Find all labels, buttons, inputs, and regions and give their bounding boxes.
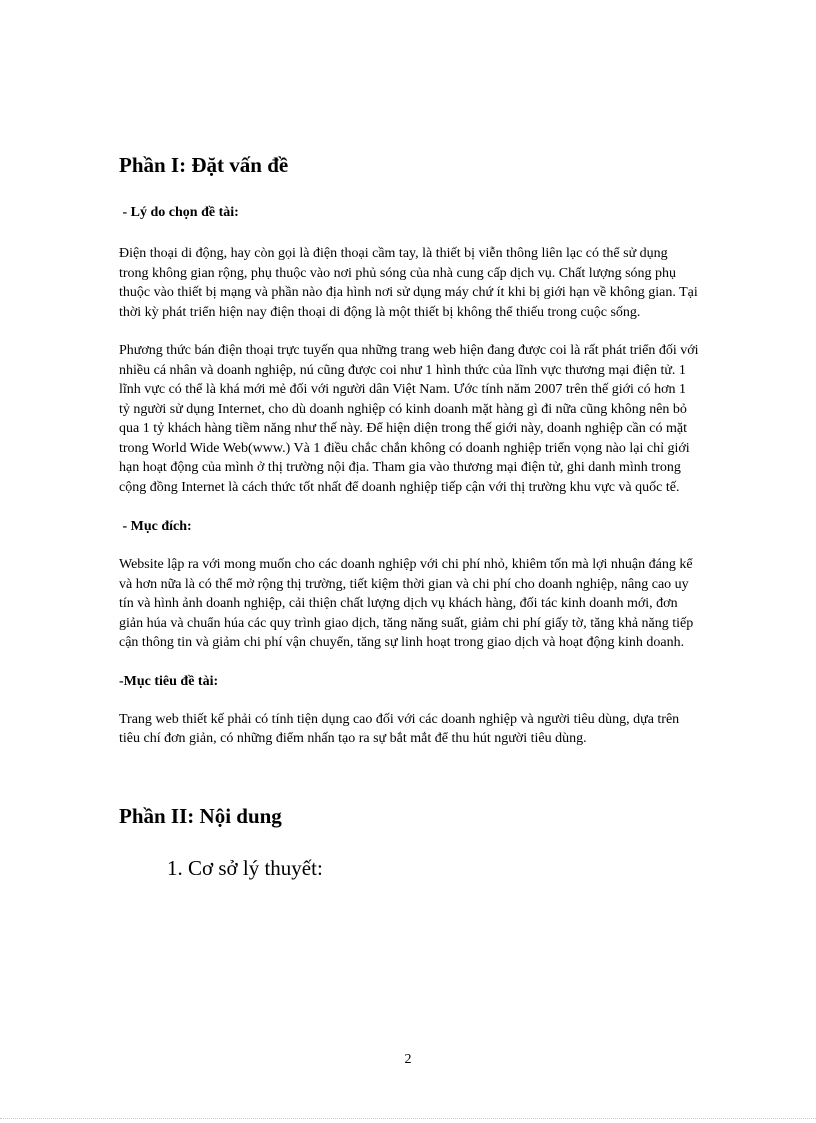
page-number: 2: [404, 1052, 412, 1067]
page-edge-divider: [0, 1118, 816, 1119]
part2-heading: [119, 801, 699, 831]
reason-paragraph-1: Điện thoại di động, hay còn gọi là điện thoại cầm tay, là thiết bị viễn thông liên lạc có thể sử dụng trong không gian rộng, phụ thuộc vào nơi phủ sóng của nhà cung cấp dịch vụ. Chất lượng sóng phụ thuộc vào thiết bị mạng và phần nào địa hình nơi sử dụng máy chứ ít khi bị giới hạn về không gian. Tại thời kỳ phát triển hiện nay điện thoại di động là một thiết bị không thể thiếu trong cuộc sống.: [119, 246, 698, 320]
goal-paragraph: Trang web thiết kế phải có tính tiện dụng cao đối với các doanh nghiệp và người tiêu dùng, dựa trên tiêu chí đơn giản, có những điểm nhấn tạo ra sự bắt mắt để thu hút người tiêu dùng.: [119, 711, 680, 746]
part1-title-rest: : Đặt vấn đề: [179, 153, 289, 177]
purpose-paragraph: Website lập ra với mong muốn cho các doanh nghiệp với chi phí nhỏ, khiêm tốn mà lợi nhuận đáng kể và hơn nữa là có thể mở rộng thị trường, tiết kiệm thời gian và chi phí cho doanh nghiệp, nâng cao uy tín và hình ảnh doanh nghiệp, cải thiện chất lượng dịch vụ khách hàng, đối tác kinh doanh mới, đơn giản húa và chuẩn húa các quy trình giao dịch, tăng năng suất, giảm chi phí giấy tờ, tăng khả năng tiếp cận thông tin và giảm chi phí vận chuyển, tăng sự linh hoạt trong giao dịch và hoạt động kinh doanh.: [119, 557, 694, 650]
purpose-heading: - Mục đích:: [119, 519, 192, 534]
document-body: [119, 150, 699, 883]
part1-title-main: Phần I: [119, 153, 180, 177]
part1-heading: [119, 150, 699, 180]
part2-title-rest: : Nội dung: [187, 803, 282, 828]
goal-heading: -Mục tiêu đề tài:: [119, 673, 219, 689]
reason-heading: - Lý do chọn đề tài:: [119, 205, 239, 220]
section-1-heading: 1. Cơ sở lý thuyết:: [167, 855, 323, 880]
reason-paragraph-2: Phương thức bán điện thoại trực tuyến qua những trang web hiện đang được coi là rất phát triển đối với nhiều cá nhân và doanh nghiệp, nú cũng được coi như 1 hình thức của lĩnh vực thương mại điện tử. 1 lĩnh vực có thể là khá mới mẻ đối với người dân Việt Nam. Ước tính năm 2007 trên thế giới có hơn 1 tỷ người sử dụng Internet, cho dù doanh nghiệp có kinh doanh mặt hàng gì đi nữa cũng không nên bỏ qua 1 tỷ khách hàng tiềm năng như thế này. Để hiện diện trong thế giới này, doanh nghiệp cần có mặt trong World Wide Web(www.) Và 1 điều chắc chắn không có doanh nghiệp triển vọng nào lại chỉ giới hạn hoạt động của mình ở thị trường nội địa. Tham gia vào thương mại điện tử, ghi danh mình trong cộng đồng Internet là cách thức tốt nhất để doanh nghiệp tiếp cận với thị trường khu vực và quốc tế.: [119, 343, 699, 495]
part2-title-main: Phần II: [119, 803, 188, 828]
